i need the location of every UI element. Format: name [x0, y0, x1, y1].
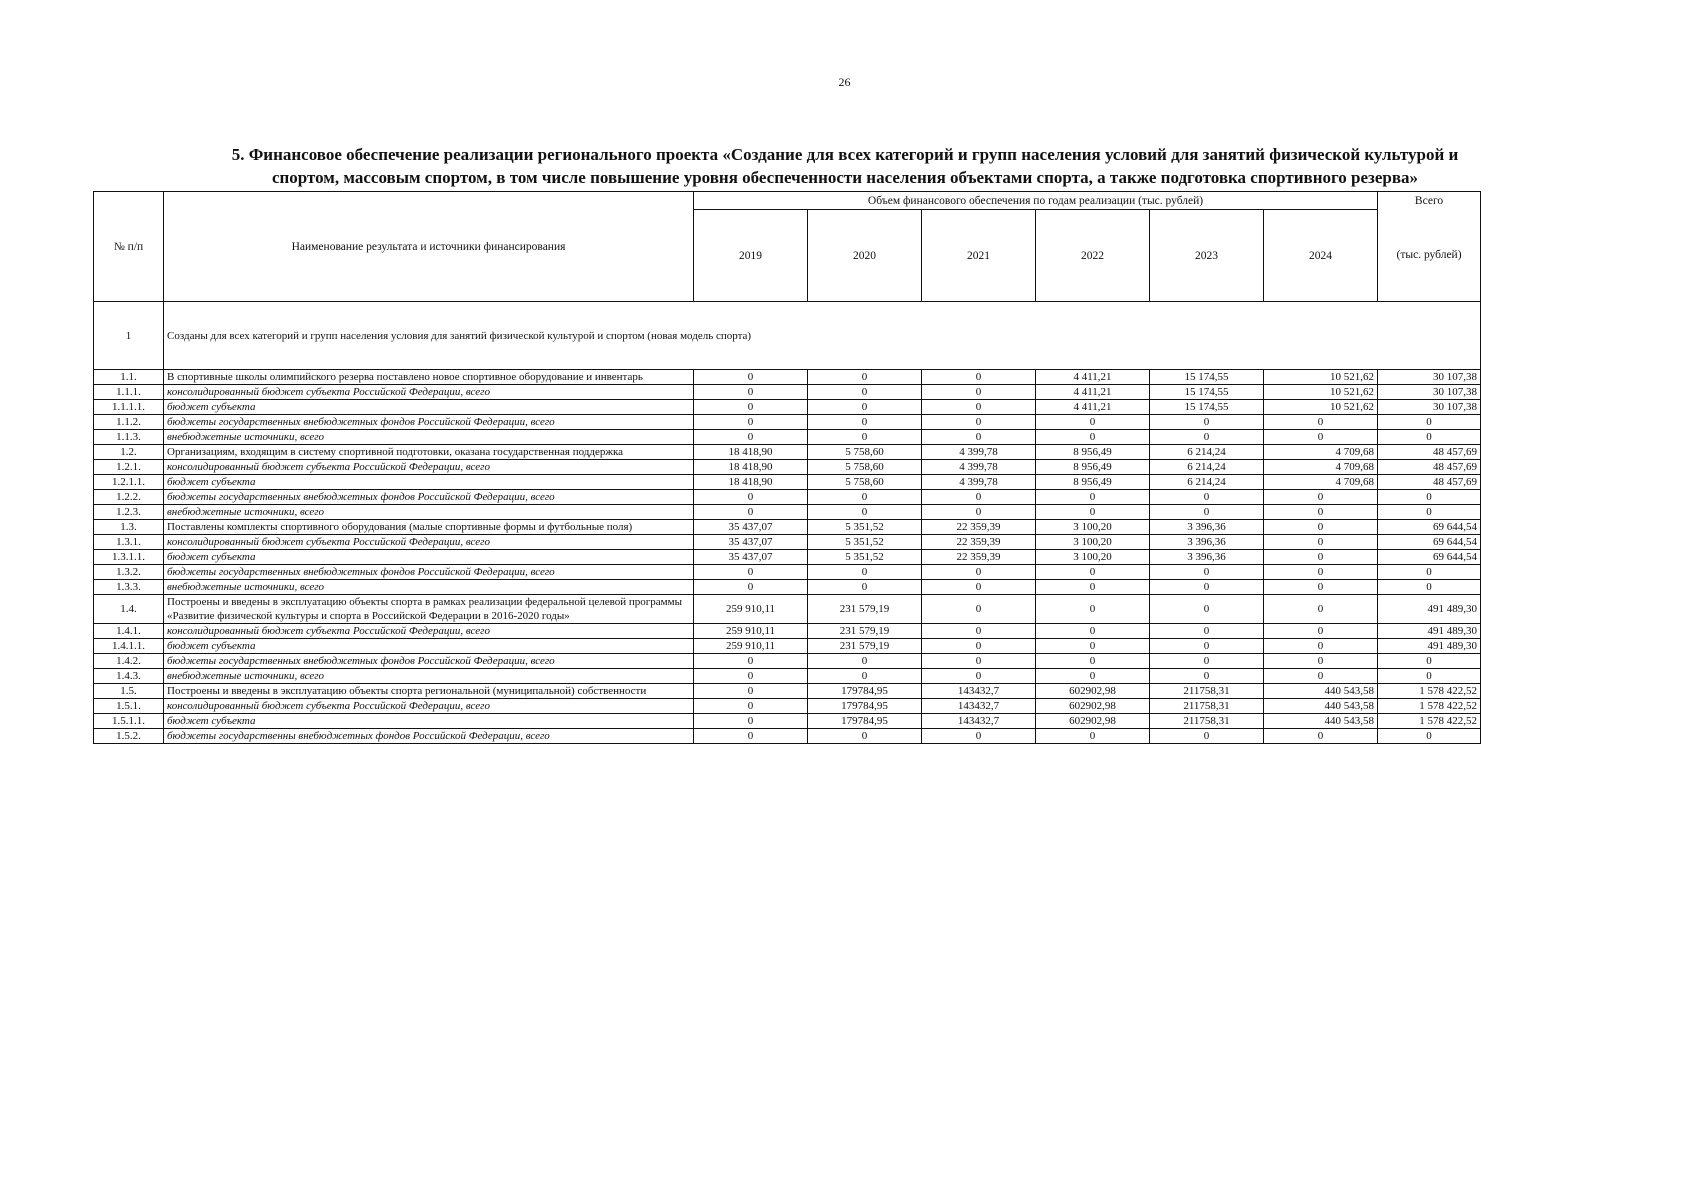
row-value: 0	[808, 385, 922, 400]
row-num: 1.5.2.	[94, 729, 164, 744]
row-value: 602902,98	[1036, 699, 1150, 714]
table-row	[94, 669, 1481, 684]
section-title	[95, 143, 1595, 189]
row-num: 1.4.1.	[94, 624, 164, 639]
header-name: Наименование результата и источники финансирования	[164, 192, 694, 302]
row-total: 0	[1378, 565, 1481, 580]
row-value: 0	[694, 714, 808, 729]
row-value: 143432,7	[922, 714, 1036, 729]
financing-table	[93, 191, 1481, 744]
row-value: 179784,95	[808, 699, 922, 714]
row-total: 1 578 422,52	[1378, 684, 1481, 699]
row-value: 0	[1036, 639, 1150, 654]
page-number: 26	[838, 75, 851, 89]
row-value: 0	[808, 654, 922, 669]
row-value: 4 399,78	[922, 460, 1036, 475]
row-value: 0	[922, 729, 1036, 744]
row-num: 1.5.	[94, 684, 164, 699]
row-value: 0	[922, 654, 1036, 669]
row-total: 0	[1378, 490, 1481, 505]
row-value: 0	[1264, 639, 1378, 654]
header-year: 2020	[808, 210, 922, 302]
table-row	[94, 460, 1481, 475]
row-value: 0	[922, 400, 1036, 415]
row-total: 30 107,38	[1378, 370, 1481, 385]
table-row	[94, 475, 1481, 490]
row-num: 1.4.	[94, 595, 164, 624]
row-value: 0	[1150, 430, 1264, 445]
row-num: 1.1.1.	[94, 385, 164, 400]
row-num: 1.1.3.	[94, 430, 164, 445]
row-total: 48 457,69	[1378, 460, 1481, 475]
row-value: 0	[1150, 595, 1264, 624]
table-row	[94, 550, 1481, 565]
row-num: 1.2.1.	[94, 460, 164, 475]
table-row	[94, 385, 1481, 400]
row-value: 0	[1264, 430, 1378, 445]
row-value: 0	[1150, 490, 1264, 505]
row-value: 0	[808, 505, 922, 520]
row-name: консолидированный бюджет субъекта Российской Федерации, всего	[164, 624, 694, 639]
table-row	[94, 370, 1481, 385]
row-total: 0	[1378, 580, 1481, 595]
row-value: 0	[694, 699, 808, 714]
table-row	[94, 565, 1481, 580]
row-value: 0	[694, 580, 808, 595]
row-value: 0	[694, 729, 808, 744]
row-value: 0	[922, 430, 1036, 445]
row-value: 0	[1150, 729, 1264, 744]
row-value: 0	[1264, 729, 1378, 744]
row-total: 30 107,38	[1378, 400, 1481, 415]
header-year: 2024	[1264, 210, 1378, 302]
row-value: 3 100,20	[1036, 550, 1150, 565]
row-value: 0	[694, 385, 808, 400]
row-value: 0	[694, 684, 808, 699]
header-year: 2021	[922, 210, 1036, 302]
row-value: 6 214,24	[1150, 460, 1264, 475]
row-name: бюджет субъекта	[164, 400, 694, 415]
row-value: 440 543,58	[1264, 714, 1378, 729]
row-value: 0	[1150, 654, 1264, 669]
row-value: 10 521,62	[1264, 385, 1378, 400]
row-value: 0	[922, 669, 1036, 684]
row-value: 6 214,24	[1150, 475, 1264, 490]
row-value: 5 758,60	[808, 460, 922, 475]
row-name: консолидированный бюджет субъекта Российской Федерации, всего	[164, 460, 694, 475]
row-name: бюджет субъекта	[164, 475, 694, 490]
table-row	[94, 580, 1481, 595]
row-value: 231 579,19	[808, 624, 922, 639]
table-row	[94, 654, 1481, 669]
row-value: 3 396,36	[1150, 535, 1264, 550]
row-value: 0	[1036, 669, 1150, 684]
row-value: 3 100,20	[1036, 535, 1150, 550]
row-value: 211758,31	[1150, 684, 1264, 699]
row-name: бюджеты государственных внебюджетных фондов Российской Федерации, всего	[164, 654, 694, 669]
row-total: 69 644,54	[1378, 520, 1481, 535]
row-value: 0	[808, 565, 922, 580]
row-value: 0	[694, 430, 808, 445]
row-value: 0	[694, 400, 808, 415]
row-value: 0	[922, 565, 1036, 580]
row-value: 0	[1036, 729, 1150, 744]
row-value: 0	[1150, 415, 1264, 430]
table-row	[94, 400, 1481, 415]
row-value: 0	[1036, 490, 1150, 505]
row-name: консолидированный бюджет субъекта Российской Федерации, всего	[164, 699, 694, 714]
row-value: 0	[1264, 565, 1378, 580]
row-value: 0	[1150, 580, 1264, 595]
row-num: 1.2.2.	[94, 490, 164, 505]
row-name: Организациям, входящим в систему спортивной подготовки, оказана государственная поддержка	[164, 445, 694, 460]
row-value: 0	[694, 490, 808, 505]
row-name: консолидированный бюджет субъекта Российской Федерации, всего	[164, 535, 694, 550]
row-value: 0	[922, 370, 1036, 385]
row-value: 0	[1036, 624, 1150, 639]
row-value: 0	[808, 430, 922, 445]
section-row	[94, 302, 1481, 370]
row-total: 48 457,69	[1378, 475, 1481, 490]
row-total: 0	[1378, 669, 1481, 684]
row-value: 259 910,11	[694, 595, 808, 624]
row-total: 1 578 422,52	[1378, 699, 1481, 714]
row-num: 1.2.1.1.	[94, 475, 164, 490]
row-value: 0	[694, 415, 808, 430]
row-value: 4 411,21	[1036, 370, 1150, 385]
row-value: 10 521,62	[1264, 400, 1378, 415]
table-row	[94, 684, 1481, 699]
table-row	[94, 624, 1481, 639]
row-total: 491 489,30	[1378, 639, 1481, 654]
row-value: 602902,98	[1036, 714, 1150, 729]
row-name: внебюджетные источники, всего	[164, 580, 694, 595]
row-value: 3 396,36	[1150, 550, 1264, 565]
header-total-top: Всего	[1378, 192, 1481, 210]
row-value: 179784,95	[808, 684, 922, 699]
table-row	[94, 595, 1481, 624]
row-value: 4 709,68	[1264, 475, 1378, 490]
row-value: 5 351,52	[808, 535, 922, 550]
row-total: 48 457,69	[1378, 445, 1481, 460]
row-value: 0	[1036, 415, 1150, 430]
row-name: бюджет субъекта	[164, 714, 694, 729]
row-name: Построены и введены в эксплуатацию объекты спорта в рамках реализации федеральной целевой программы «Развитие физической культуры и спорта в Российской Федерации в 2016-2020 годы»	[164, 595, 694, 624]
row-value: 6 214,24	[1150, 445, 1264, 460]
row-total: 30 107,38	[1378, 385, 1481, 400]
row-value: 0	[1264, 580, 1378, 595]
section-text: Созданы для всех категорий и групп населения условия для занятий физической культурой и спортом (новая модель спорта)	[164, 302, 1481, 370]
row-name: бюджет субъекта	[164, 550, 694, 565]
table-row	[94, 490, 1481, 505]
row-value: 231 579,19	[808, 639, 922, 654]
row-value: 8 956,49	[1036, 475, 1150, 490]
header-num: № п/п	[94, 192, 164, 302]
row-name: бюджеты государственны внебюджетных фондов Российской Федерации, всего	[164, 729, 694, 744]
row-value: 0	[808, 490, 922, 505]
row-value: 15 174,55	[1150, 400, 1264, 415]
row-value: 0	[1150, 565, 1264, 580]
row-value: 0	[1264, 490, 1378, 505]
row-value: 5 758,60	[808, 445, 922, 460]
row-value: 440 543,58	[1264, 699, 1378, 714]
row-value: 211758,31	[1150, 714, 1264, 729]
row-value: 8 956,49	[1036, 460, 1150, 475]
row-value: 4 709,68	[1264, 445, 1378, 460]
row-value: 0	[922, 385, 1036, 400]
row-value: 0	[1264, 550, 1378, 565]
row-total: 69 644,54	[1378, 550, 1481, 565]
section-title-line-2: спортом, массовым спортом, в том числе повышение уровня обеспеченности населения объектами спорта, а также подготовка спортивного резерва»	[271, 168, 1419, 187]
row-value: 211758,31	[1150, 699, 1264, 714]
row-value: 143432,7	[922, 684, 1036, 699]
row-value: 5 351,52	[808, 550, 922, 565]
table-row	[94, 729, 1481, 744]
row-value: 0	[1264, 535, 1378, 550]
row-value: 0	[694, 669, 808, 684]
row-value: 0	[1150, 624, 1264, 639]
row-value: 0	[1036, 580, 1150, 595]
row-value: 0	[694, 565, 808, 580]
row-name: внебюджетные источники, всего	[164, 669, 694, 684]
row-value: 3 396,36	[1150, 520, 1264, 535]
row-num: 1.4.3.	[94, 669, 164, 684]
row-total: 0	[1378, 505, 1481, 520]
row-value: 5 758,60	[808, 475, 922, 490]
row-num: 1.1.2.	[94, 415, 164, 430]
row-value: 18 418,90	[694, 475, 808, 490]
row-value: 0	[808, 415, 922, 430]
row-value: 0	[808, 669, 922, 684]
row-num: 1.3.	[94, 520, 164, 535]
row-value: 35 437,07	[694, 535, 808, 550]
row-total: 491 489,30	[1378, 595, 1481, 624]
row-name: консолидированный бюджет субъекта Российской Федерации, всего	[164, 385, 694, 400]
row-value: 0	[922, 595, 1036, 624]
row-value: 143432,7	[922, 699, 1036, 714]
table-row	[94, 639, 1481, 654]
row-value: 259 910,11	[694, 624, 808, 639]
row-num: 1.4.2.	[94, 654, 164, 669]
row-name: бюджеты государственных внебюджетных фондов Российской Федерации, всего	[164, 565, 694, 580]
row-value: 0	[1150, 669, 1264, 684]
section-num: 1	[94, 302, 164, 370]
row-value: 259 910,11	[694, 639, 808, 654]
section-title-line-1: 5. Финансовое обеспечение реализации регионального проекта «Создание для всех категорий и групп населения условий для занятий физической культурой и	[231, 145, 1459, 164]
row-value: 0	[922, 639, 1036, 654]
row-value: 440 543,58	[1264, 684, 1378, 699]
row-num: 1.3.3.	[94, 580, 164, 595]
row-value: 18 418,90	[694, 445, 808, 460]
row-num: 1.2.3.	[94, 505, 164, 520]
row-value: 0	[922, 415, 1036, 430]
row-value: 4 399,78	[922, 475, 1036, 490]
row-value: 0	[922, 490, 1036, 505]
row-name: внебюджетные источники, всего	[164, 505, 694, 520]
table-row	[94, 415, 1481, 430]
table-row	[94, 520, 1481, 535]
row-value: 10 521,62	[1264, 370, 1378, 385]
row-name: внебюджетные источники, всего	[164, 430, 694, 445]
row-value: 35 437,07	[694, 550, 808, 565]
row-total: 0	[1378, 654, 1481, 669]
row-value: 0	[922, 580, 1036, 595]
row-value: 0	[808, 580, 922, 595]
row-value: 22 359,39	[922, 550, 1036, 565]
row-value: 4 399,78	[922, 445, 1036, 460]
row-value: 4 709,68	[1264, 460, 1378, 475]
row-num: 1.5.1.1.	[94, 714, 164, 729]
header-years-group: Объем финансового обеспечения по годам реализации (тыс. рублей)	[694, 192, 1378, 210]
row-value: 0	[1036, 595, 1150, 624]
row-value: 22 359,39	[922, 535, 1036, 550]
row-value: 4 411,21	[1036, 385, 1150, 400]
row-total: 69 644,54	[1378, 535, 1481, 550]
row-value: 0	[1264, 415, 1378, 430]
row-value: 0	[922, 624, 1036, 639]
row-value: 0	[808, 400, 922, 415]
row-total: 0	[1378, 415, 1481, 430]
row-total: 491 489,30	[1378, 624, 1481, 639]
header-year: 2022	[1036, 210, 1150, 302]
row-value: 179784,95	[808, 714, 922, 729]
row-value: 0	[1264, 595, 1378, 624]
row-value: 0	[1036, 505, 1150, 520]
row-value: 0	[1150, 639, 1264, 654]
row-name: В спортивные школы олимпийского резерва поставлено новое спортивное оборудование и инвентарь	[164, 370, 694, 385]
row-total: 0	[1378, 729, 1481, 744]
row-total: 1 578 422,52	[1378, 714, 1481, 729]
row-value: 0	[1264, 505, 1378, 520]
row-value: 18 418,90	[694, 460, 808, 475]
table-row	[94, 714, 1481, 729]
row-value: 0	[694, 654, 808, 669]
row-value: 0	[1036, 565, 1150, 580]
row-total: 0	[1378, 430, 1481, 445]
row-value: 0	[1150, 505, 1264, 520]
row-value: 35 437,07	[694, 520, 808, 535]
row-value: 0	[1264, 669, 1378, 684]
row-value: 22 359,39	[922, 520, 1036, 535]
row-value: 3 100,20	[1036, 520, 1150, 535]
table-row	[94, 699, 1481, 714]
row-value: 231 579,19	[808, 595, 922, 624]
row-num: 1.3.1.	[94, 535, 164, 550]
row-name: бюджеты государственных внебюджетных фондов Российской Федерации, всего	[164, 415, 694, 430]
row-name: Построены и введены в эксплуатацию объекты спорта региональной (муниципальной) собственности	[164, 684, 694, 699]
row-value: 0	[808, 370, 922, 385]
table-row	[94, 505, 1481, 520]
row-num: 1.1.	[94, 370, 164, 385]
table-row	[94, 445, 1481, 460]
header-year: 2019	[694, 210, 808, 302]
row-name: Поставлены комплекты спортивного оборудования (малые спортивные формы и футбольные поля)	[164, 520, 694, 535]
row-value: 5 351,52	[808, 520, 922, 535]
row-num: 1.5.1.	[94, 699, 164, 714]
row-value: 0	[1264, 624, 1378, 639]
row-value: 15 174,55	[1150, 370, 1264, 385]
row-name: бюджет субъекта	[164, 639, 694, 654]
header-total-bottom: (тыс. рублей)	[1378, 210, 1481, 302]
table-row	[94, 430, 1481, 445]
row-num: 1.1.1.1.	[94, 400, 164, 415]
row-value: 4 411,21	[1036, 400, 1150, 415]
row-num: 1.3.1.1.	[94, 550, 164, 565]
row-value: 0	[694, 505, 808, 520]
row-value: 15 174,55	[1150, 385, 1264, 400]
table-row	[94, 535, 1481, 550]
row-num: 1.3.2.	[94, 565, 164, 580]
row-value: 0	[1036, 654, 1150, 669]
row-value: 0	[922, 505, 1036, 520]
row-num: 1.4.1.1.	[94, 639, 164, 654]
row-name: бюджеты государственных внебюджетных фондов Российской Федерации, всего	[164, 490, 694, 505]
row-value: 0	[1264, 520, 1378, 535]
row-value: 602902,98	[1036, 684, 1150, 699]
row-value: 0	[1264, 654, 1378, 669]
row-value: 0	[808, 729, 922, 744]
header-year: 2023	[1150, 210, 1264, 302]
row-value: 8 956,49	[1036, 445, 1150, 460]
row-value: 0	[1036, 430, 1150, 445]
row-value: 0	[694, 370, 808, 385]
row-num: 1.2.	[94, 445, 164, 460]
